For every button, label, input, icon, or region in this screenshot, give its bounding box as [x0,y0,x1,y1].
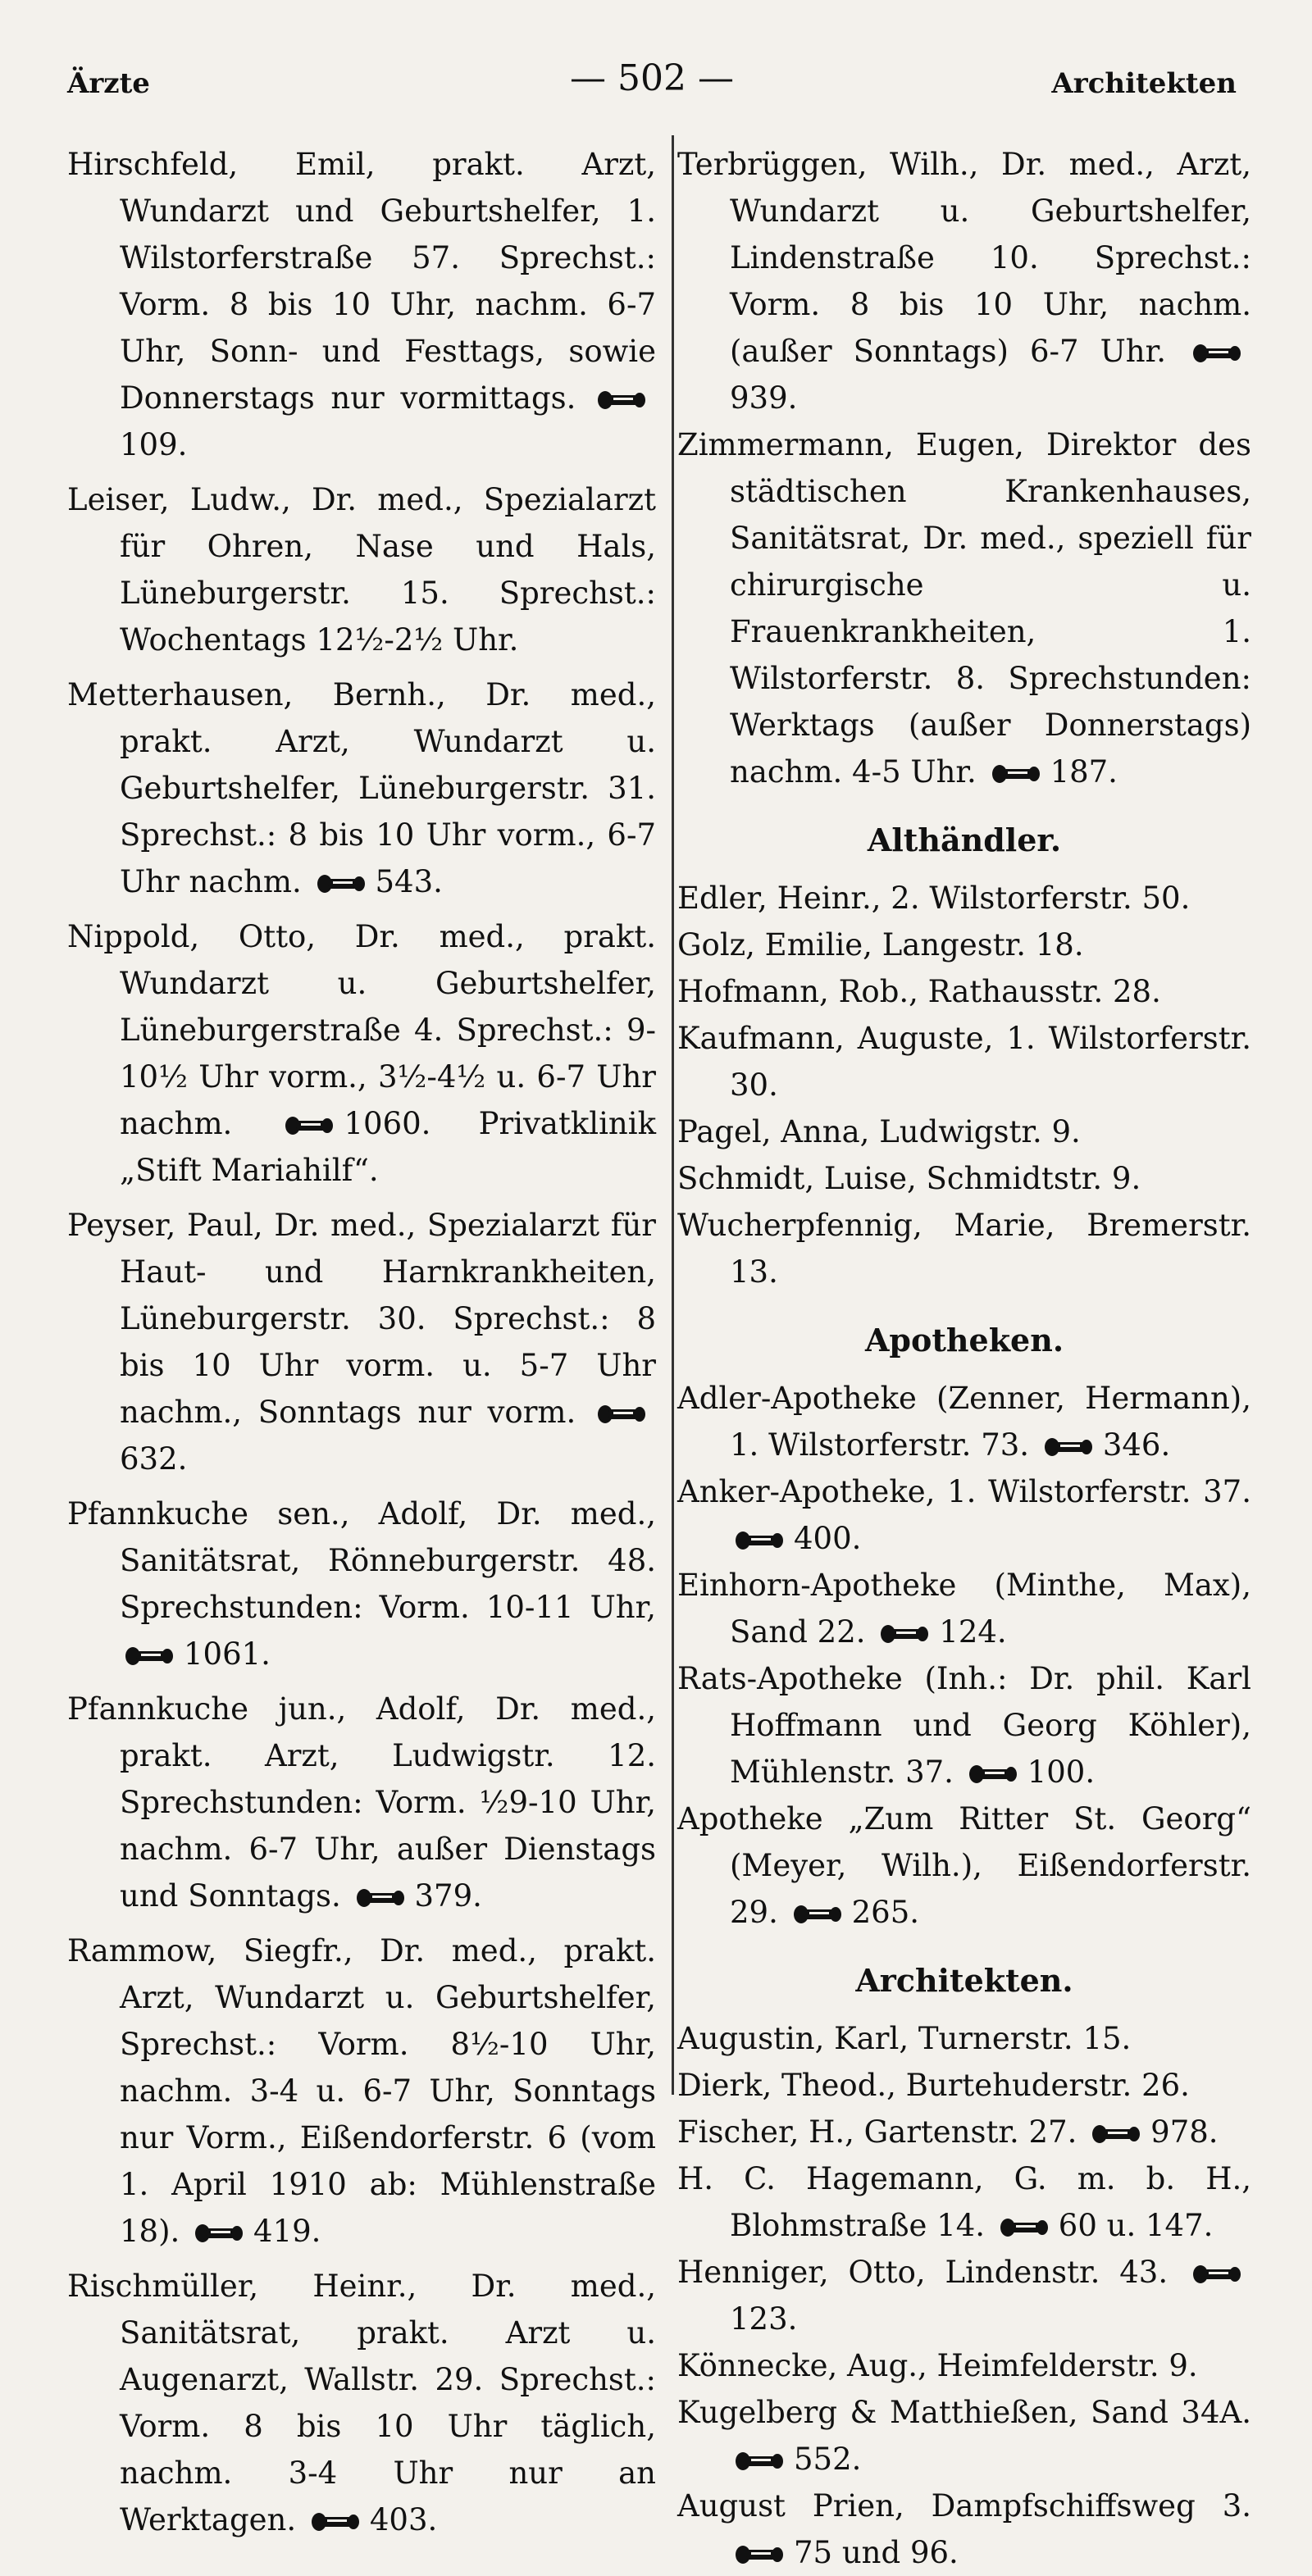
entry-text: Hirschfeld, Emil, prakt. Arzt, Wundarzt und Geburtshelfer, 1. Wilstorferstraße 57. Sprechst.: Vorm. 8 bis 10 Uhr, nachm. 6-7 Uhr, Sonn- und Festtags, sowie Donnerstags nur vormittags. [67,147,656,416]
telephone-icon [968,1763,1019,1786]
entry-text: Pfannkuche jun., Adolf, Dr. med., prakt. Arzt, Ludwigstr. 12. Sprechstunden: Vorm. ½9-10 Uhr, nachm. 6-7 Uhr, außer Dienstags und Sonntags. [67,1691,656,1914]
aerzte-entries [67,141,656,2543]
entry-text: Apotheke „Zum Ritter St. Georg“ (Meyer, Wilh.), Eißendorferstr. 29. [677,1801,1251,1930]
telephone-icon [735,2543,786,2566]
header-section-left: Ärzte [67,67,150,100]
entry-text: August Prien, Dampfschiffsweg 3. [677,2488,1251,2524]
telephone-number: 123. [730,2301,798,2337]
directory-entry [677,2342,1251,2389]
directory-entry [677,2015,1251,2062]
directory-entry [677,2389,1251,2483]
telephone-icon [793,1903,844,1926]
entry-text: Einhorn-Apotheke (Minthe, Max), Sand 22. [677,1568,1251,1650]
directory-entry [677,141,1251,421]
telephone-icon [735,2450,786,2473]
telephone-number: 187. [1050,754,1118,790]
directory-entry [67,1927,656,2255]
entry-text: Augustin, Karl, Turnerstr. 15. [677,2021,1132,2056]
directory-entry [677,968,1251,1015]
directory-entry [677,1015,1251,1108]
telephone-number: 75 und 96. [794,2535,959,2570]
telephone-number: 978. [1150,2114,1219,2150]
page-header [67,57,1237,103]
directory-entry [677,922,1251,968]
entry-text: Adler-Apotheke (Zenner, Hermann), 1. Wilstorferstr. 73. [677,1381,1251,1463]
entry-text: Kaufmann, Auguste, 1. Wilstorferstr. 30. [677,1021,1251,1103]
entry-text: Könnecke, Aug., Heimfelderstr. 9. [677,2348,1198,2383]
aerzte-entries-continued [677,141,1251,795]
directory-entry [677,2155,1251,2249]
directory-entry [677,421,1251,795]
entry-text: Pagel, Anna, Ludwigstr. 9. [677,1114,1081,1149]
telephone-icon [125,1645,175,1668]
telephone-number: 1060. Privatklinik „Stift Mariahilf“. [120,1106,657,1188]
directory-entry [67,913,656,1194]
entry-text: Schmidt, Luise, Schmidtstr. 9. [677,1161,1141,1196]
directory-entry [677,875,1251,922]
entry-text: Golz, Emilie, Langestr. 18. [677,927,1084,963]
column-divider [672,135,674,2095]
telephone-number: 403. [369,2502,438,2537]
section-heading-althaendler: Althändler. [867,821,1062,858]
telephone-number: 1061. [184,1636,271,1672]
telephone-number: 124. [939,1614,1007,1650]
telephone-number: 379. [414,1878,482,1914]
directory-entry [677,2109,1251,2155]
telephone-number: 346. [1102,1427,1171,1463]
right-column [677,141,1251,2576]
directory-entry [677,2483,1251,2576]
entry-text: Pfannkuche sen., Adolf, Dr. med., Sanitätsrat, Rönneburgerstr. 48. Sprechstunden: Vorm. 10-11 Uhr, [67,1496,656,1625]
entry-text: Hofmann, Rob., Rathausstr. 28. [677,974,1161,1009]
telephone-icon [285,1114,335,1137]
telephone-number: 100. [1027,1755,1096,1790]
telephone-icon [317,872,367,895]
directory-entry [67,476,656,663]
directory-entry [67,1686,656,1919]
page-number: — 502 — [570,57,734,99]
entry-text: Henniger, Otto, Lindenstr. 43. [677,2255,1168,2290]
telephone-number: 632. [120,1441,188,1477]
telephone-icon [1192,342,1243,365]
directory-entry [67,1491,656,1677]
entry-text: Terbrüggen, Wilh., Dr. med., Arzt, Wundarzt u. Geburtshelfer, Lindenstraße 10. Sprechst.: Vorm. 8 bis 10 Uhr, nachm. (außer Sonntags) 6-7 Uhr. [677,147,1251,369]
entry-text: Dierk, Theod., Burtehuderstr. 26. [677,2068,1190,2103]
directory-entry [677,2249,1251,2342]
entry-text: Rammow, Siegfr., Dr. med., prakt. Arzt, Wundarzt u. Geburtshelfer, Sprechst.: Vorm. 8½-10 Uhr, nachm. 3-4 u. 6-7 Uhr, Sonntags nur Vorm., Eißendorferstr. 6 (vom 1. April 1910 ab: Mühlenstraße 18). [67,1933,656,2249]
telephone-icon [991,762,1042,785]
telephone-icon [311,2510,362,2533]
entry-text: Wucherpfennig, Marie, Bremerstr. 13. [677,1208,1251,1290]
entry-text: Nippold, Otto, Dr. med., prakt. Wundarzt u. Geburtshelfer, Lüneburgerstraße 4. Sprechst.: 9-10½ Uhr vorm., 3½-4½ u. 6-7 Uhr nachm. [67,919,656,1141]
telephone-icon [597,389,648,412]
entry-text: H. C. Hagemann, G. m. b. H., Blohmstraße 14. [677,2161,1251,2243]
telephone-icon [735,1529,786,1552]
entry-text: Leiser, Ludw., Dr. med., Spezialarzt für Ohren, Nase und Hals, Lüneburgerstr. 15. Sprechst.: Wochentags 12½-2½ Uhr. [67,482,656,658]
telephone-number: 939. [730,380,798,416]
architekten-entries [677,2015,1251,2576]
apotheken-entries [677,1375,1251,1936]
directory-entry [677,1562,1251,1655]
entry-text: Kugelberg & Matthießen, Sand 34A. [677,2395,1251,2430]
entry-text: Rats-Apotheke (Inh.: Dr. phil. Karl Hoffmann und Georg Köhler), Mühlenstr. 37. [677,1661,1251,1790]
althaendler-entries [677,875,1251,1295]
directory-entry [677,1202,1251,1295]
telephone-icon [1192,2263,1243,2286]
entry-text: Zimmermann, Eugen, Direktor des städtischen Krankenhauses, Sanitätsrat, Dr. med., speziell für chirurgische u. Frauenkrankheiten, 1. Wilstorferstr. 8. Sprechstunden: Werktags (außer Donnerstags) nachm. 4-5 Uhr. [677,427,1251,790]
telephone-icon [356,1886,407,1909]
entry-text: Rischmüller, Heinr., Dr. med., Sanitätsrat, prakt. Arzt u. Augenarzt, Wallstr. 29. Sprechst.: Vorm. 8 bis 10 Uhr täglich, nachm. 3-4 Uhr nur an Werktagen. [67,2269,656,2537]
telephone-icon [597,1403,648,1426]
directory-entry [677,1655,1251,1795]
directory-entry [677,1108,1251,1155]
section-heading-architekten: Architekten. [855,1962,1073,1999]
telephone-icon [1044,1436,1095,1459]
entry-text: Metterhausen, Bernh., Dr. med., prakt. Arzt, Wundarzt u. Geburtshelfer, Lüneburgerstr. 31. Sprechst.: 8 bis 10 Uhr vorm., 6-7 Uhr nachm. [67,677,656,899]
directory-entry [677,1795,1251,1936]
section-heading-apotheken: Apotheken. [864,1322,1064,1359]
entry-text: Fischer, H., Gartenstr. 27. [677,2114,1077,2150]
telephone-number: 552. [794,2442,862,2477]
telephone-number: 265. [851,1895,919,1930]
telephone-number: 419. [253,2214,321,2249]
directory-entry [677,1375,1251,1468]
directory-entry [677,2062,1251,2109]
telephone-number: 543. [375,864,443,899]
directory-entry [67,1202,656,1482]
entry-text: Edler, Heinr., 2. Wilstorferstr. 50. [677,881,1191,916]
left-column [67,141,656,2551]
directory-entry [67,671,656,905]
header-section-right: Architekten [1051,67,1237,100]
telephone-icon [1000,2216,1050,2239]
directory-entry [67,2263,656,2543]
directory-entry [677,1155,1251,1202]
entry-text: Peyser, Paul, Dr. med., Spezialarzt für Haut- und Harnkrankheiten, Lüneburgerstr. 30. Sprechst.: 8 bis 10 Uhr vorm. u. 5-7 Uhr nachm., Sonntags nur vorm. [67,1208,656,1430]
telephone-number: 109. [120,427,188,462]
telephone-number: 400. [794,1521,862,1556]
entry-text: Anker-Apotheke, 1. Wilstorferstr. 37. [677,1474,1251,1509]
telephone-icon [194,2222,245,2245]
directory-entry [677,1468,1251,1562]
telephone-icon [1091,2123,1142,2146]
telephone-icon [880,1623,931,1645]
telephone-number: 60 u. 147. [1058,2208,1214,2243]
directory-entry [67,141,656,468]
